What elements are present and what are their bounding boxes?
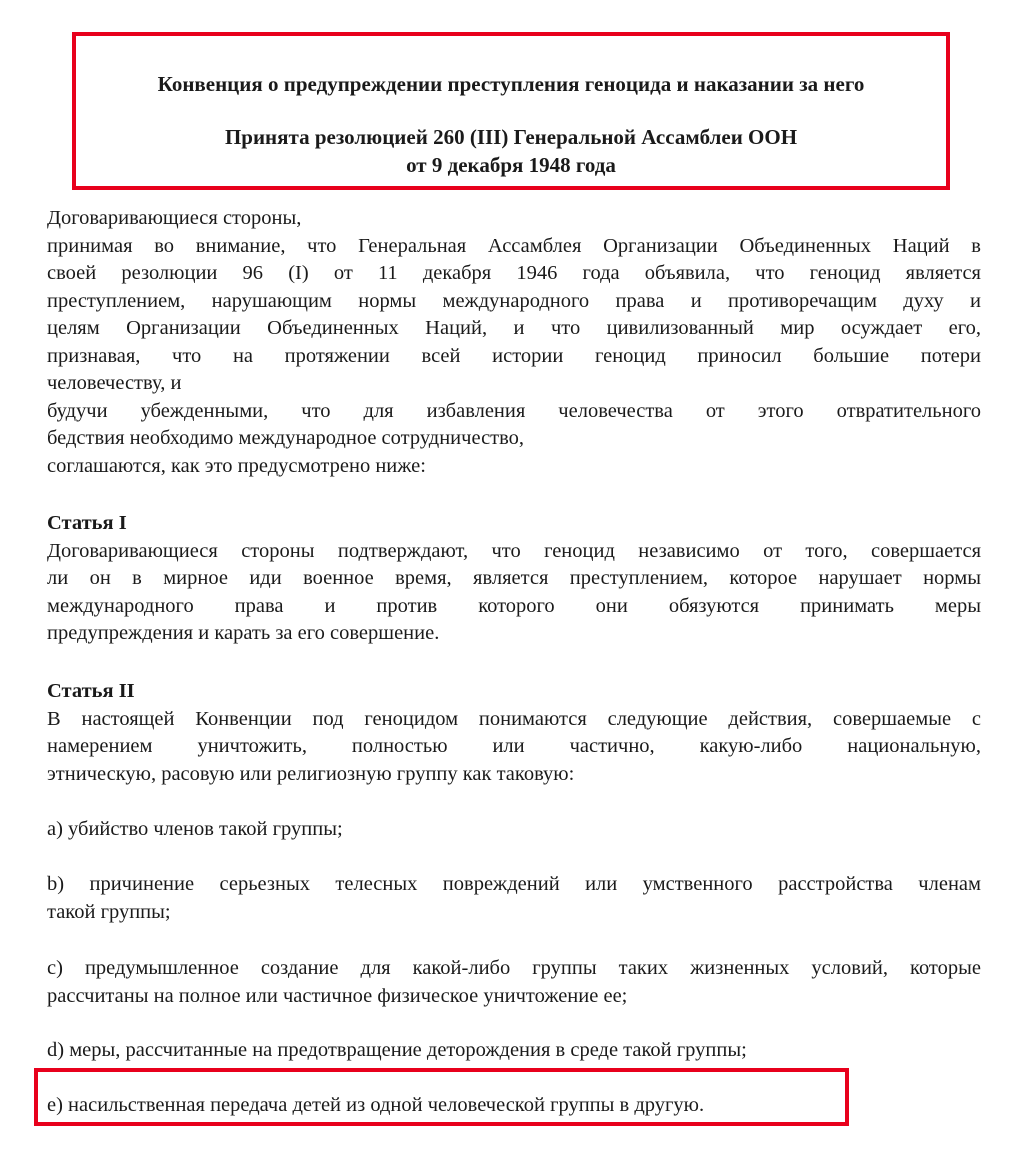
list-item-e-text: e) насильственная передача детей из одной человеческой группы в другую. bbox=[47, 1094, 705, 1116]
preamble-line: признавая, что на протяжении всей истории геноцид приносил большие потери bbox=[47, 344, 981, 367]
preamble-line: соглашаются, как это предусмотрено ниже: bbox=[47, 454, 426, 477]
list-item-b-line: такой группы; bbox=[47, 900, 171, 923]
adoption-line-1: Принята резолюцией 260 (III) Генеральной Ассамблеи ООН bbox=[224, 125, 798, 149]
list-item-b bbox=[47, 871, 981, 926]
article-2 bbox=[47, 678, 981, 788]
article-1-line: международного права и против которого они обязуются принимать меры bbox=[47, 594, 981, 617]
list-item-e bbox=[47, 1092, 981, 1120]
article-2-line: этническую, расовую или религиозную группу как таковую: bbox=[47, 762, 575, 785]
article-1-line: Договаривающиеся стороны подтверждают, что геноцид независимо от того, совершается bbox=[47, 539, 981, 562]
article-1-line: ли он в мирное иди военное время, является преступлением, которое нарушает нормы bbox=[47, 567, 981, 589]
list-item-d bbox=[47, 1037, 981, 1065]
adoption-line-2: от 9 декабря 1948 года bbox=[406, 153, 616, 177]
article-1-line: предупреждения и карать за его совершение. bbox=[47, 622, 440, 644]
list-item-d-text: d) меры, рассчитанные на предотвращение деторождения в среде такой группы; bbox=[47, 1039, 747, 1061]
list-item-a bbox=[47, 816, 981, 844]
list-item-a-text: a) убийство членов такой группы; bbox=[47, 818, 343, 840]
preamble-line: бедствия необходимо международное сотрудничество, bbox=[47, 427, 525, 449]
preamble-line: принимая во внимание, что Генеральная Ассамблея Организации Объединенных Наций в bbox=[47, 234, 981, 257]
article-2-line: намерением уничтожить, полностью или частично, какую-либо национальную, bbox=[47, 735, 981, 757]
preamble-line: своей резолюции 96 (I) от 11 декабря 1946 года объявила, что геноцид является bbox=[47, 262, 981, 284]
article-1-heading: Статья I bbox=[47, 512, 127, 534]
preamble-line: целям Организации Объединенных Наций, и что цивилизованный мир осуждает его, bbox=[47, 317, 981, 339]
document-title: Конвенция о предупреждении преступления геноцида и наказании за него bbox=[157, 72, 865, 96]
preamble-line: преступлением, нарушающим нормы международного права и противоречащим духу и bbox=[47, 289, 981, 312]
article-2-heading: Статья II bbox=[47, 680, 135, 702]
list-item-c-line: рассчитаны на полное или частичное физическое уничтожение ее; bbox=[47, 984, 628, 1007]
article-1 bbox=[47, 510, 981, 648]
preamble-line: человечеству, и bbox=[47, 372, 182, 394]
preamble bbox=[47, 205, 981, 480]
article-2-line: В настоящей Конвенции под геноцидом понимаются следующие действия, совершаемые с bbox=[47, 707, 981, 730]
list-item-c bbox=[47, 955, 981, 1010]
list-item-c-line: c) предумышленное создание для какой-либо группы таких жизненных условий, которые bbox=[47, 957, 981, 979]
preamble-line: Договаривающиеся стороны, bbox=[47, 207, 302, 229]
preamble-line: будучи убежденными, что для избавления человечества от этого отвратительного bbox=[47, 399, 981, 422]
list-item-b-line: b) причинение серьезных телесных повреждений или умственного расстройства членам bbox=[47, 873, 981, 895]
